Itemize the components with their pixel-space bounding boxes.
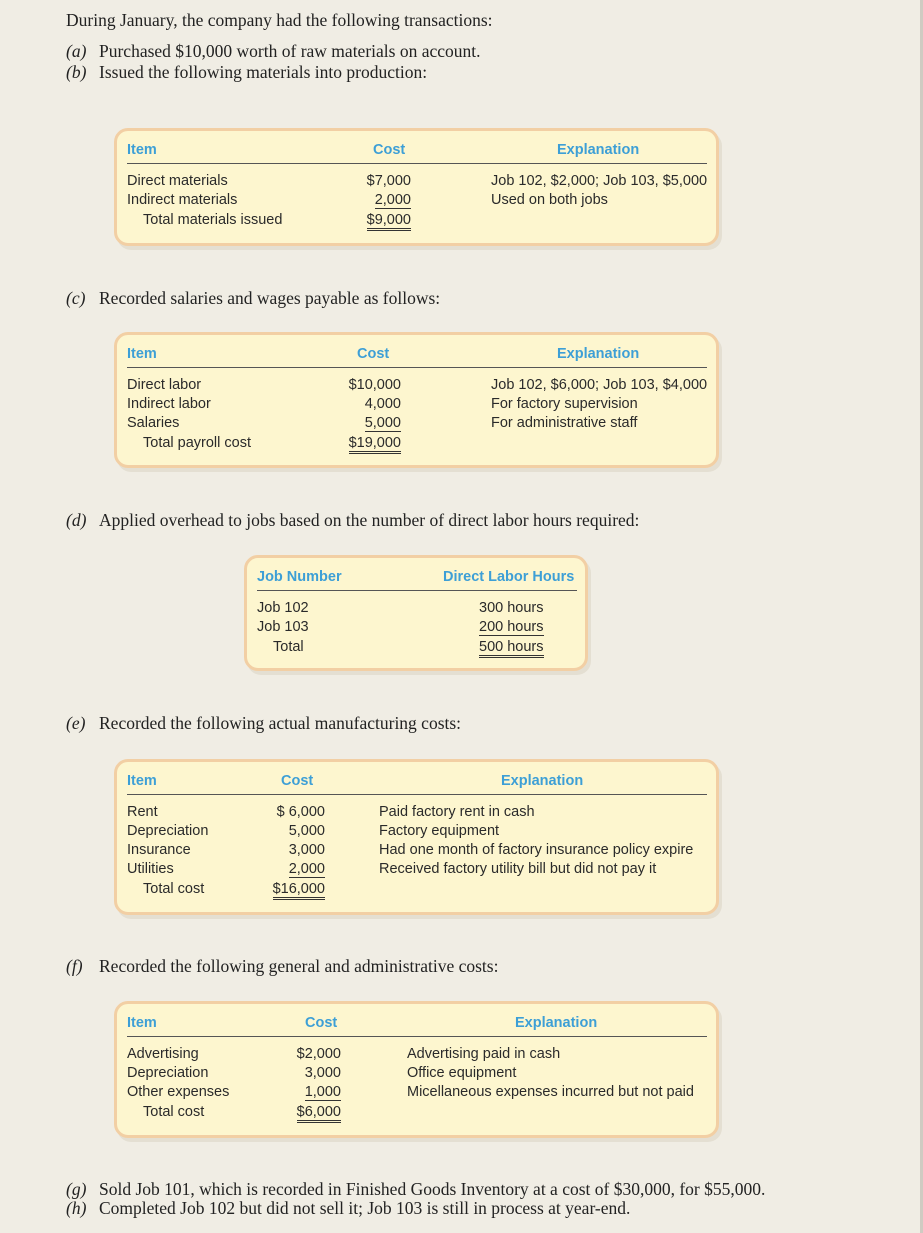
header-rule <box>257 590 577 591</box>
row-explanation: Office equipment <box>407 1065 517 1081</box>
total-hours: 500 hours <box>479 639 544 658</box>
row-cost: 4,000 <box>364 396 401 412</box>
manufacturing-costs-table <box>114 759 719 915</box>
header-explanation: Explanation <box>557 142 640 158</box>
row-cost: 1,000 <box>304 1084 341 1100</box>
row-item: Insurance <box>127 842 191 858</box>
item-a-text: Purchased $10,000 worth of raw materials on account. <box>99 41 481 61</box>
item-h-text: Completed Job 102 but did not sell it; Job 103 is still in process at year-end. <box>99 1198 631 1218</box>
row-cost: $2,000 <box>296 1046 341 1062</box>
row-hours: 200 hours <box>479 619 544 635</box>
item-e-text: Recorded the following actual manufacturing costs: <box>99 713 462 733</box>
header-item: Item <box>127 142 157 158</box>
header-rule <box>127 367 707 368</box>
item-c <box>66 288 440 309</box>
row-item: Indirect labor <box>127 396 211 412</box>
item-f-label: (f) <box>66 956 83 976</box>
row-explanation: Used on both jobs <box>491 192 608 208</box>
payroll-table <box>114 332 719 468</box>
total-cost: $6,000 <box>297 1104 341 1123</box>
item-b-label: (b) <box>66 62 87 82</box>
row-item: Rent <box>127 804 158 820</box>
row-item: Direct labor <box>127 377 202 393</box>
header-item: Item <box>127 1015 157 1031</box>
row-item: Direct materials <box>127 173 228 189</box>
row-cost: 2,000 <box>374 192 411 208</box>
item-d <box>66 510 639 531</box>
header-job-number: Job Number <box>257 569 342 585</box>
item-e-label: (e) <box>66 713 86 733</box>
item-c-label: (c) <box>66 288 86 308</box>
header-cost: Cost <box>373 142 406 158</box>
row-cost: $10,000 <box>348 377 401 393</box>
row-explanation: Job 102, $6,000; Job 103, $4,000 <box>491 377 708 393</box>
row-item: Advertising <box>127 1046 199 1062</box>
header-explanation: Explanation <box>501 773 584 789</box>
row-item: Other expenses <box>127 1084 230 1100</box>
row-item: Salaries <box>127 415 180 431</box>
item-c-text: Recorded salaries and wages payable as follows: <box>99 288 441 308</box>
header-rule <box>127 794 707 795</box>
item-b-text: Issued the following materials into production: <box>99 62 428 82</box>
row-cost: 3,000 <box>288 842 325 858</box>
total-job: Total <box>273 639 304 655</box>
item-f <box>66 956 498 977</box>
item-a <box>66 41 481 62</box>
item-h <box>66 1198 630 1219</box>
row-cost: $7,000 <box>366 173 411 189</box>
total-item: Total cost <box>143 881 205 897</box>
item-b <box>66 62 427 83</box>
row-explanation: Job 102, $2,000; Job 103, $5,000 <box>491 173 708 189</box>
row-cost: 5,000 <box>364 415 401 431</box>
materials-issued-table <box>114 128 719 246</box>
row-job: Job 103 <box>257 619 309 635</box>
row-cost: $ 6,000 <box>276 804 325 820</box>
item-g-label: (g) <box>66 1179 87 1199</box>
labor-hours-table <box>244 555 588 671</box>
row-explanation: Paid factory rent in cash <box>379 804 535 820</box>
header-rule <box>127 163 707 164</box>
item-a-label: (a) <box>66 41 87 61</box>
header-direct-labor-hours: Direct Labor Hours <box>443 569 575 585</box>
total-cost: $16,000 <box>273 881 325 900</box>
row-item: Depreciation <box>127 823 209 839</box>
row-explanation: Micellaneous expenses incurred but not paid <box>407 1084 694 1100</box>
intro-text: During January, the company had the following transactions: <box>66 10 493 30</box>
row-item: Utilities <box>127 861 174 877</box>
item-f-text: Recorded the following general and administrative costs: <box>99 956 499 976</box>
row-explanation: Had one month of factory insurance policy expire <box>379 842 694 858</box>
total-item: Total payroll cost <box>143 435 251 451</box>
header-item: Item <box>127 346 157 362</box>
row-explanation: Factory equipment <box>379 823 500 839</box>
row-explanation: Advertising paid in cash <box>407 1046 561 1062</box>
item-e <box>66 713 461 734</box>
item-h-label: (h) <box>66 1198 87 1218</box>
total-cost: $9,000 <box>367 212 411 231</box>
row-item: Depreciation <box>127 1065 209 1081</box>
header-cost: Cost <box>305 1015 338 1031</box>
row-job: Job 102 <box>257 600 309 616</box>
row-hours: 300 hours <box>479 600 544 616</box>
row-explanation: Received factory utility bill but did not pay it <box>379 861 657 877</box>
row-item: Indirect materials <box>127 192 238 208</box>
row-explanation: For administrative staff <box>491 415 638 431</box>
general-admin-costs-table <box>114 1001 719 1138</box>
item-d-text: Applied overhead to jobs based on the number of direct labor hours required: <box>99 510 640 530</box>
row-cost: 5,000 <box>288 823 325 839</box>
total-item: Total materials issued <box>143 212 283 228</box>
total-item: Total cost <box>143 1104 205 1120</box>
header-rule <box>127 1036 707 1037</box>
header-item: Item <box>127 773 157 789</box>
header-explanation: Explanation <box>557 346 640 362</box>
item-g <box>66 1179 765 1200</box>
row-cost: 3,000 <box>304 1065 341 1081</box>
row-explanation: For factory supervision <box>491 396 638 412</box>
header-explanation: Explanation <box>515 1015 598 1031</box>
row-cost: 2,000 <box>288 861 325 877</box>
header-cost: Cost <box>281 773 314 789</box>
total-cost: $19,000 <box>349 435 401 454</box>
header-cost: Cost <box>357 346 390 362</box>
item-g-text: Sold Job 101, which is recorded in Finished Goods Inventory at a cost of $30,000, for $55,000. <box>99 1179 766 1199</box>
item-d-label: (d) <box>66 510 87 530</box>
